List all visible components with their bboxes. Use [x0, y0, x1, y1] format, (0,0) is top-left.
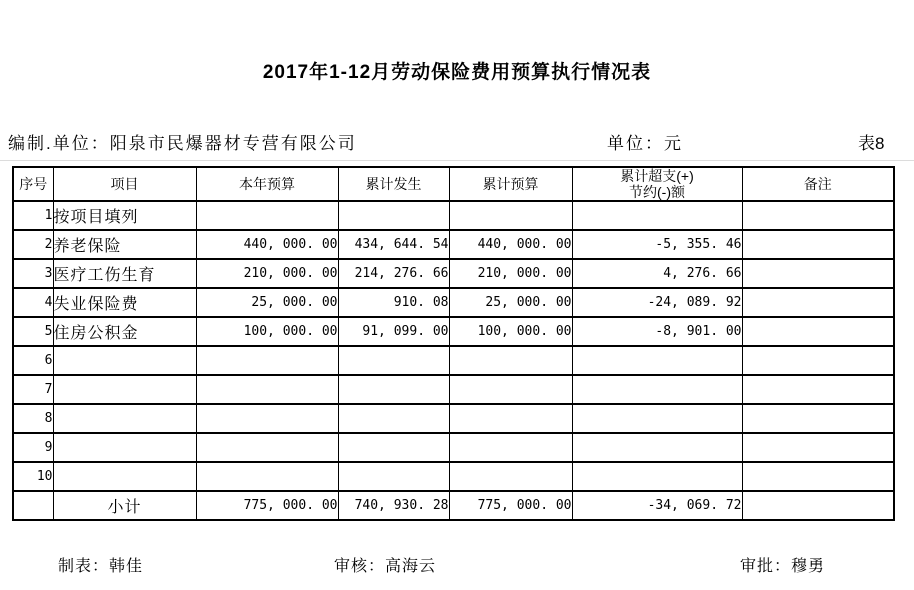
cell-annual-budget: 775, 000. 00 [196, 491, 338, 520]
cell-annual-budget [196, 404, 338, 433]
header-variance-line2: 节约(-)额 [629, 184, 685, 200]
table-row [13, 346, 894, 375]
cell-item: 失业保险费 [53, 288, 196, 317]
cell-cum-actual [338, 201, 449, 230]
cell-cum-budget [449, 201, 572, 230]
cell-cum-budget: 100, 000. 00 [449, 317, 572, 346]
cell-seq: 2 [13, 230, 53, 259]
cell-variance [572, 404, 742, 433]
header-note: 备注 [742, 167, 894, 201]
cell-variance [572, 201, 742, 230]
approver-signature: 审批：穆勇 [740, 558, 826, 575]
cell-note [742, 491, 894, 520]
cell-note [742, 433, 894, 462]
table-row [13, 201, 894, 230]
cell-variance [572, 375, 742, 404]
cell-seq: 10 [13, 462, 53, 491]
prepared-by-org: 编制.单位：阳泉市民爆器材专营有限公司 [8, 134, 357, 153]
cell-variance: -5, 355. 46 [572, 230, 742, 259]
cell-variance: -8, 901. 00 [572, 317, 742, 346]
header-item: 项目 [53, 167, 196, 201]
cell-annual-budget [196, 201, 338, 230]
cell-seq: 3 [13, 259, 53, 288]
cell-note [742, 259, 894, 288]
budget-table [12, 166, 895, 521]
cell-variance: 4, 276. 66 [572, 259, 742, 288]
cell-annual-budget [196, 346, 338, 375]
cell-cum-actual [338, 462, 449, 491]
cell-cum-actual [338, 346, 449, 375]
cell-item: 按项目填列 [53, 201, 196, 230]
cell-item [53, 433, 196, 462]
header-variance-line1: 累计超支(+) [620, 168, 694, 184]
table-row [13, 259, 894, 288]
cell-cum-budget: 210, 000. 00 [449, 259, 572, 288]
cell-item [53, 375, 196, 404]
cell-item [53, 404, 196, 433]
cell-note [742, 317, 894, 346]
preparer-signature: 制表：韩佳 [58, 558, 144, 575]
table-row [13, 433, 894, 462]
cell-seq: 9 [13, 433, 53, 462]
cell-seq: 6 [13, 346, 53, 375]
cell-seq: 4 [13, 288, 53, 317]
cell-seq [13, 491, 53, 520]
horizontal-gridline [0, 160, 914, 161]
cell-cum-budget [449, 462, 572, 491]
reviewer-signature: 审核：高海云 [334, 558, 437, 575]
cell-cum-budget [449, 404, 572, 433]
cell-annual-budget [196, 462, 338, 491]
cell-note [742, 404, 894, 433]
cell-note [742, 375, 894, 404]
cell-cum-actual [338, 404, 449, 433]
meta-row [0, 129, 914, 155]
currency-unit: 单位：元 [607, 134, 683, 153]
cell-item: 住房公积金 [53, 317, 196, 346]
cell-annual-budget [196, 375, 338, 404]
cell-variance: -24, 089. 92 [572, 288, 742, 317]
cell-cum-actual: 91, 099. 00 [338, 317, 449, 346]
header-seq: 序号 [13, 167, 53, 201]
table-row [13, 462, 894, 491]
table-row [13, 404, 894, 433]
cell-cum-actual [338, 375, 449, 404]
cell-variance: -34, 069. 72 [572, 491, 742, 520]
cell-seq: 1 [13, 201, 53, 230]
cell-annual-budget: 440, 000. 00 [196, 230, 338, 259]
cell-annual-budget [196, 433, 338, 462]
cell-seq: 5 [13, 317, 53, 346]
cell-cum-actual: 434, 644. 54 [338, 230, 449, 259]
cell-cum-budget: 775, 000. 00 [449, 491, 572, 520]
cell-note [742, 201, 894, 230]
cell-seq: 7 [13, 375, 53, 404]
table-row [13, 230, 894, 259]
cell-cum-actual: 910. 08 [338, 288, 449, 317]
header-cum-actual: 累计发生 [338, 167, 449, 201]
cell-note [742, 346, 894, 375]
sheet-number: 表8 [858, 134, 885, 153]
cell-item: 医疗工伤生育 [53, 259, 196, 288]
table-row [13, 375, 894, 404]
cell-cum-actual: 740, 930. 28 [338, 491, 449, 520]
header-cum-budget: 累计预算 [449, 167, 572, 201]
cell-cum-actual [338, 433, 449, 462]
header-row [13, 167, 894, 201]
cell-cum-budget [449, 433, 572, 462]
cell-item [53, 462, 196, 491]
cell-cum-actual: 214, 276. 66 [338, 259, 449, 288]
cell-variance [572, 433, 742, 462]
subtotal-label: 小计 [53, 491, 196, 520]
cell-annual-budget: 100, 000. 00 [196, 317, 338, 346]
cell-variance [572, 346, 742, 375]
cell-item [53, 346, 196, 375]
cell-cum-budget [449, 346, 572, 375]
cell-annual-budget: 210, 000. 00 [196, 259, 338, 288]
table-row [13, 317, 894, 346]
cell-note [742, 230, 894, 259]
header-annual-budget: 本年预算 [196, 167, 338, 201]
cell-variance [572, 462, 742, 491]
cell-cum-budget [449, 375, 572, 404]
header-variance [572, 167, 742, 201]
signature-row [0, 553, 914, 577]
cell-cum-budget: 25, 000. 00 [449, 288, 572, 317]
subtotal-row [13, 491, 894, 520]
cell-note [742, 288, 894, 317]
cell-annual-budget: 25, 000. 00 [196, 288, 338, 317]
cell-seq: 8 [13, 404, 53, 433]
table-row [13, 288, 894, 317]
cell-item: 养老保险 [53, 230, 196, 259]
cell-cum-budget: 440, 000. 00 [449, 230, 572, 259]
page-title: 2017年1-12月劳动保险费用预算执行情况表 [262, 62, 652, 83]
cell-note [742, 462, 894, 491]
